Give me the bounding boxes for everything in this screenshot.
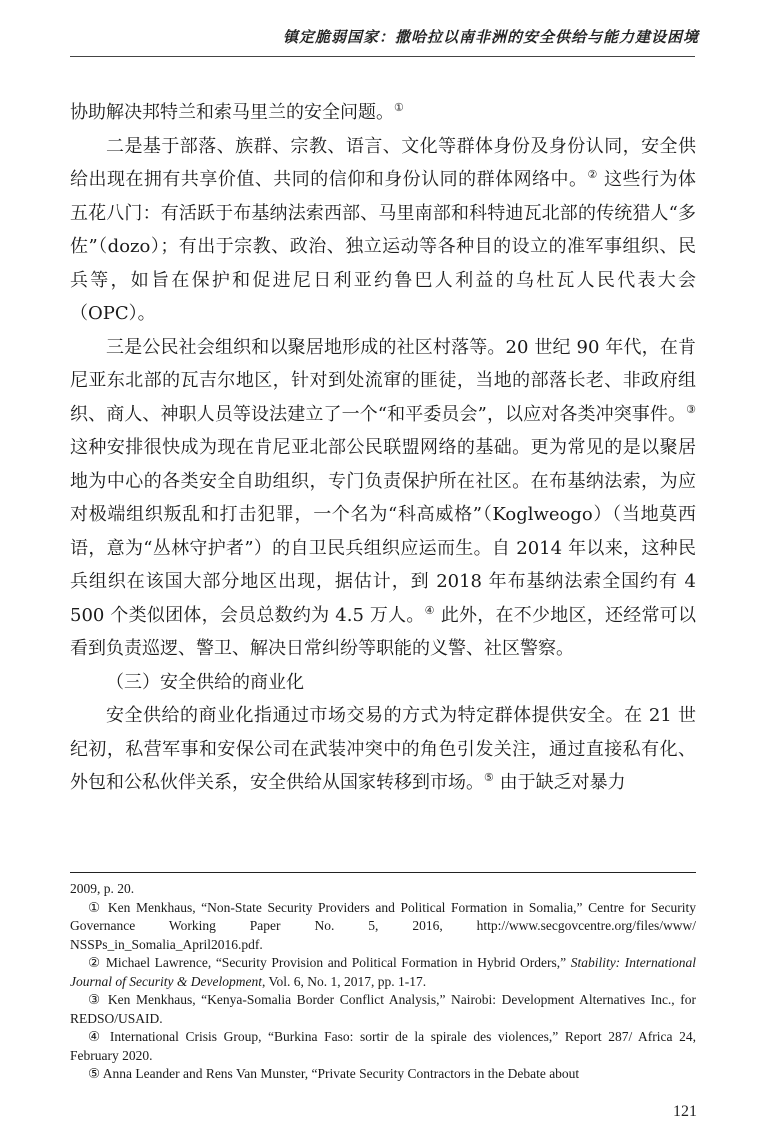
header-rule [70,56,695,57]
footnote-2-journal: Stability: International Journal of Security & Development [70,955,696,989]
footnote-5-marker: ⑤ [88,1066,101,1081]
paragraph-3-text-b: 这种安排很快成为现在肯尼亚北部公民联盟网络的基础。更为常见的是以聚居地为中心的各类安全自助组织，专门负责保护所在社区。在布基纳法索，为应对极端组织叛乱和打击犯罪，一个名为“科高威格”（Koglweogo）（当地莫西语，意为“丛林守护者”）的自卫民兵组织应运而生。自 2014 年以来，这种民兵组织在该国大部分地区出现，据估计，到 2018 年布基纳法索全国约有 4 500 个类似团体，会员总数约为 4.5 万人。 [70,437,696,626]
footnote-2-text-b: , Vol. 6, No. 1, 2017, pp. 1-17. [261,973,427,989]
footnote-2 [70,954,696,991]
footnote-3-text: Ken Menkhaus, “Kenya-Somalia Border Conflict Analysis,” Nairobi: Development Alternatives Inc., for REDSO/USAID. [70,992,696,1026]
section-heading: （三）安全供给的商业化 [106,671,304,693]
footnote-ref-4[interactable]: ④ [424,603,435,617]
footnote-3-marker: ③ [88,992,103,1007]
footnote-ref-5[interactable]: ⑤ [484,771,494,784]
body-text [70,96,696,800]
paragraph-1 [70,96,696,130]
paragraph-4-text-a: 安全供给的商业化指通过市场交易的方式为特定群体提供安全。在 21 世纪初，私营军事和安保公司在武装冲突中的角色引发关注，通过直接私有化、外包和公私伙伴关系，安全供给从国家转移到市场。 [70,705,696,793]
footnote-2-text-a: Michael Lawrence, “Security Provision and Political Formation in Hybrid Orders,” [101,955,571,970]
footnote-1 [70,899,696,955]
paragraph-3-text-a: 三是公民社会组织和以聚居地形成的社区村落等。20 世纪 90 年代，在肯尼亚东北部的瓦吉尔地区，针对到处流窜的匪徒，当地的部落长老、非政府组织、商人、神职人员等设法建立了一个“和平委员会”，以应对各类冲突事件。 [70,336,696,425]
footnote-4 [70,1028,696,1065]
paragraph-2-text-a: 二是基于部落、族群、宗教、语言、文化等群体身份及身份认同，安全供给出现在拥有共享价值、共同的信仰和身份认同的群体网络中。 [70,135,696,190]
footnote-1-marker: ① [88,899,103,915]
footnote-1-text: Ken Menkhaus, “Non-State Security Providers and Political Formation in Somalia,” Centre for Security Governance Working Paper No. 5, 2016, http://www.secgovcentre.org/files/www/ NSSPs_in_Somalia_April2016.pdf. [70,899,696,952]
running-header: 镇定脆弱国家：撒哈拉以南非洲的安全供给与能力建设困境 [282,28,699,46]
footnote-4-marker: ④ [88,1029,104,1044]
footnote-4-text: International Crisis Group, “Burkina Faso: sortir de la spirale des violences,” Report 287/ Africa 24, February 2020. [70,1029,696,1063]
footnotes [70,880,696,1084]
footnote-2-marker: ② [88,955,102,970]
footnote-5-text: Anna Leander and Rens Van Munster, “Private Security Contractors in the Debate about [100,1066,580,1081]
paragraph-3 [70,331,696,666]
paragraph-4 [70,699,696,800]
footnote-rule [70,872,696,873]
footnote-ref-3[interactable]: ③ [686,402,696,416]
paragraph-4-text-b: 由于缺乏对暴力 [493,772,626,793]
footnote-5 [70,1065,696,1084]
paragraph-1-text: 协助解决邦特兰和索马里兰的安全问题。 [70,102,394,123]
paragraph-3-text-c: 此外，在不少地区，还经常可以看到负责巡逻、警卫、解决日常纠纷等职能的义警、社区警察。 [70,604,696,659]
footnote-continuation: 2009, p. 20. [70,881,135,896]
paragraph-2-text-b: 这些行为体五花八门：有活跃于布基纳法索西部、马里南部和科特迪瓦北部的传统猎人“多佐”（dozo）；有出于宗教、政治、独立运动等各种目的设立的准军事组织、民兵等，如旨在保护和促进尼日利亚约鲁巴人利益的乌杜瓦人民代表大会（OPC）。 [70,169,696,324]
footnote-ref-1[interactable]: ① [394,101,404,114]
page-number: 121 [673,1103,697,1120]
footnote-ref-2[interactable]: ② [587,168,598,181]
footnote-3 [70,991,696,1028]
paragraph-2 [70,130,696,331]
